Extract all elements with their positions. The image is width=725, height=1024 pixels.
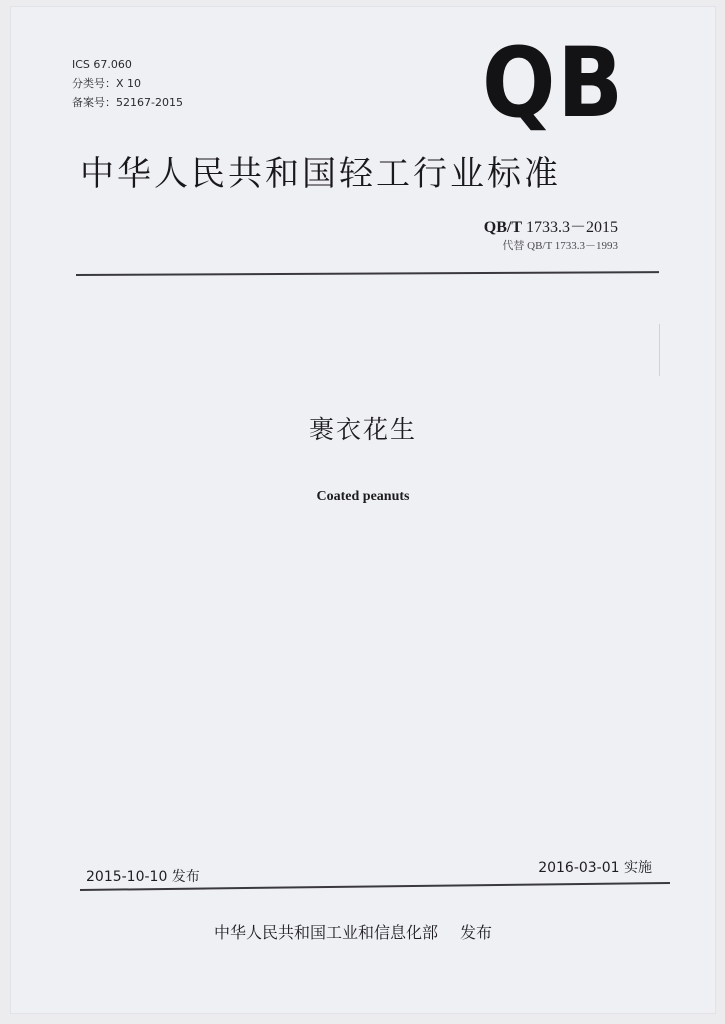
publisher-action: 发布 [460, 923, 493, 942]
header-divider [76, 271, 659, 275]
document-page [10, 6, 716, 1014]
filing-number: 备案号：52167-2015 [72, 96, 183, 109]
standard-code: QB/T [483, 219, 522, 236]
classification-code: 分类号：X 10 [72, 77, 142, 90]
implementation-date: 2016-03-01 实施 [538, 860, 652, 876]
publisher-line [214, 922, 492, 944]
standard-title: 中华人民共和国轻工行业标准 [80, 154, 561, 194]
standard-number-value: 1733.3－2015 [525, 219, 618, 236]
publisher-name: 中华人民共和国工业和信息化部 [214, 923, 439, 942]
document-metadata [72, 55, 183, 112]
replaces-standard: 代替 QB/T 1733.3－1993 [502, 240, 618, 252]
document-title-english: Coated peanuts [316, 489, 410, 504]
standard-number [484, 218, 618, 238]
issue-date: 2015-10-10 发布 [86, 869, 200, 885]
qb-logo: QB [482, 27, 625, 139]
document-title-chinese: 裹衣花生 [308, 415, 417, 444]
ics-code: ICS 67.060 [72, 58, 132, 71]
scan-artifact-line [659, 324, 660, 376]
